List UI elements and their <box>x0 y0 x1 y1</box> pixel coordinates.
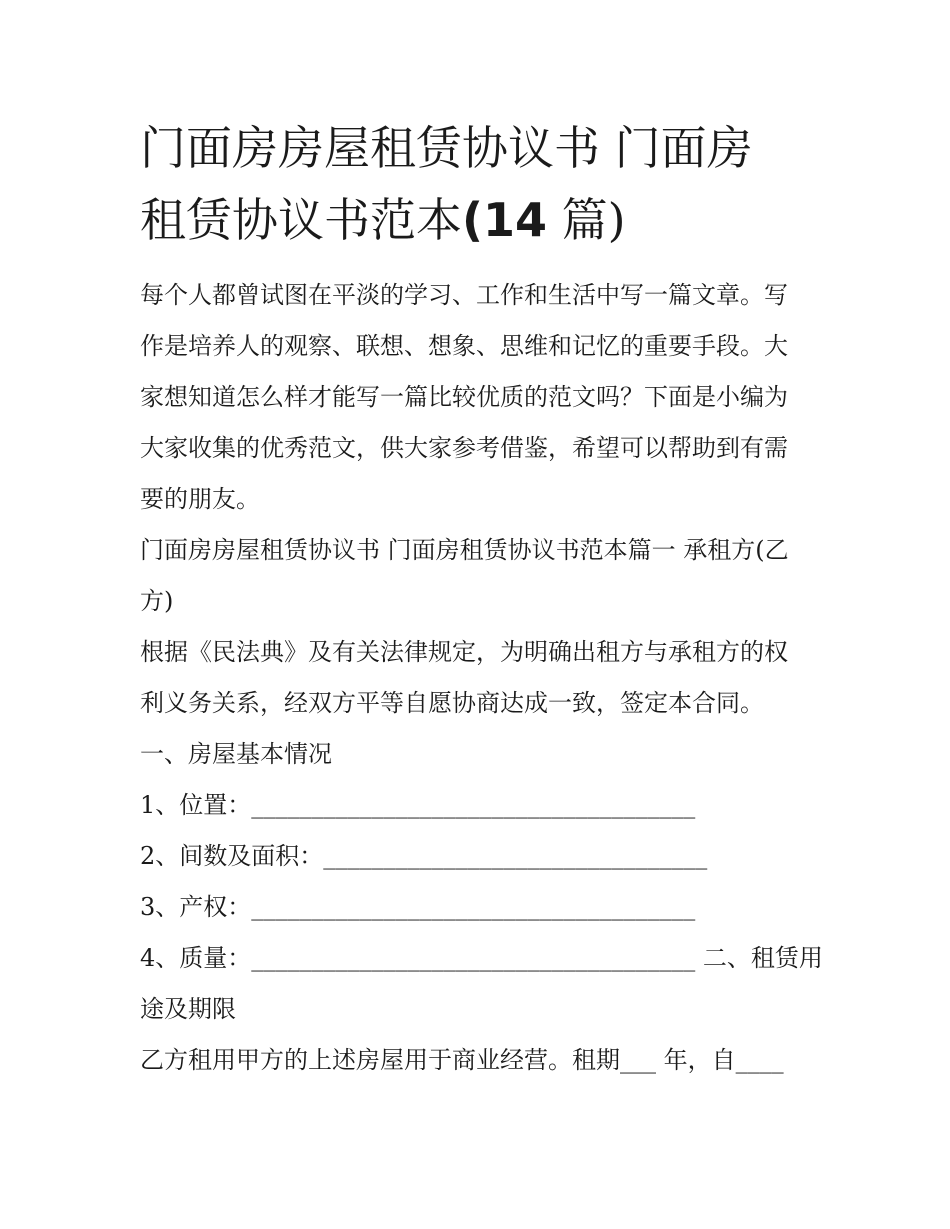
intro-line-2: 作是培养人的观察、联想、想象、思维和记忆的重要手段。大 <box>140 332 788 360</box>
field-quality: 4、质量：_____________________________________ 二、租赁用 <box>140 944 823 972</box>
preamble-line-2: 利义务关系，经双方平等自愿协商达成一致，签定本合同。 <box>140 689 764 717</box>
title-line-1: 门面房房屋租赁协议书 门面房 <box>140 121 753 175</box>
field-rooms-area: 2、间数及面积：________________________________ <box>140 842 708 870</box>
intro-line-4: 大家收集的优秀范文，供大家参考借鉴，希望可以帮助到有需 <box>140 434 788 462</box>
section-heading-line-1: 门面房房屋租赁协议书 门面房租赁协议书范本篇一 承租方(乙 <box>140 536 789 564</box>
title-line-2: 租赁协议书范本 <box>140 193 462 247</box>
field-property-right: 3、产权：_____________________________________ <box>140 893 696 921</box>
clause-heading-2: 途及期限 <box>140 995 236 1023</box>
preamble-line-1: 根据《民法典》及有关法律规定，为明确出租方与承租方的权 <box>140 638 788 666</box>
intro-line-3: 家想知道怎么样才能写一篇比较优质的范文吗？下面是小编为 <box>140 383 788 411</box>
title-count: (14 <box>462 193 548 247</box>
intro-line-1: 每个人都曾试图在平淡的学习、工作和生活中写一篇文章。写 <box>140 281 788 309</box>
clause-heading-1: 一、房屋基本情况 <box>140 740 332 768</box>
field-location: 1、位置：_____________________________________ <box>140 791 696 819</box>
document-body <box>140 112 823 1086</box>
lease-term-line: 乙方租用甲方的上述房屋用于商业经营。租期___ 年，自____ <box>140 1046 784 1074</box>
section-heading-line-2: 方) <box>140 587 174 615</box>
title-count-suffix: 篇) <box>561 193 626 247</box>
intro-line-5: 要的朋友。 <box>140 485 260 513</box>
document-title <box>140 112 815 256</box>
